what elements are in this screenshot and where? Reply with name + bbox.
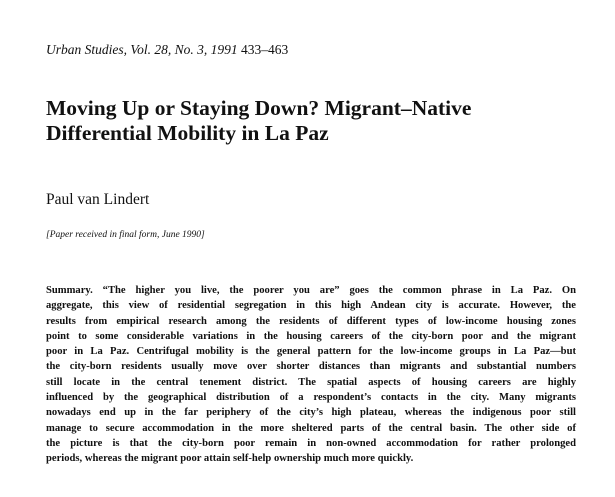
abstract-line: results from empirical research among the residents of different types of low-income housing zones (46, 315, 576, 327)
abstract-line: the picture is that the city-born poor remain in non-owned accommodation for rather prolonged (46, 437, 576, 449)
abstract-line: still locate in the central tenement district. The spatial aspects of housing careers are highly (46, 376, 576, 388)
abstract-line: the city-born residents usually move over shorter distances than migrants and substantial numbers (46, 361, 576, 373)
abstract-line: point to some considerable variations in the housing careers of the city-born poor and the migrant (46, 330, 576, 342)
title-line: Moving Up or Staying Down? Migrant–Native (46, 96, 472, 120)
abstract-line: poor in La Paz. Centrifugal mobility is the general pattern for the low-income groups in La Paz—but (46, 346, 576, 358)
journal-citation (46, 42, 288, 58)
journal-pages: 433–463 (241, 42, 289, 57)
abstract-line: periods, whereas the migrant poor attain self-help ownership much more quickly. (46, 453, 414, 465)
title-line: Differential Mobility in La Paz (46, 121, 329, 145)
abstract-line: nowadays end up in the far periphery of the city’s high plateau, whereas the indigenous poor still (46, 407, 576, 419)
abstract-line: influenced by the geographical distribution of a respondent’s contacts in the city. Many migrants (46, 392, 576, 404)
journal-name: Urban Studies, Vol. 28, No. 3, 1991 (46, 42, 238, 57)
paper-title (46, 96, 586, 146)
abstract-line: Summary. “The higher you live, the poorer you are” goes the common phrase in La Paz. On (46, 285, 576, 296)
abstract-line: manage to secure accommodation in the more sheltered parts of the central basin. The other side of (46, 422, 576, 434)
abstract (46, 283, 576, 467)
received-note: [Paper received in final form, June 1990] (46, 230, 205, 240)
author-name: Paul van Lindert (46, 191, 150, 208)
abstract-line: aggregate, this view of residential segregation in this high Andean city is accurate. However, the (46, 300, 576, 312)
